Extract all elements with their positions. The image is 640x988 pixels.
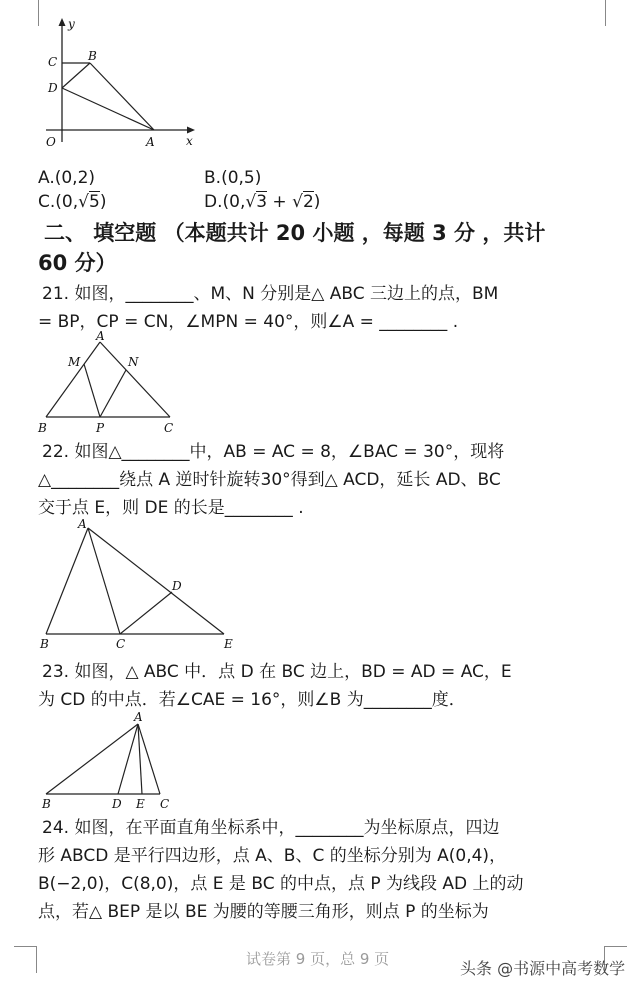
option-c-radicand: 5 bbox=[88, 192, 100, 212]
q22-line2: △________绕点 A 逆时针旋转30°得到△ ACD，延长 AD、BC bbox=[38, 470, 501, 490]
label-E: E bbox=[136, 797, 145, 811]
segment-AB bbox=[46, 342, 100, 417]
segment-BA bbox=[90, 63, 154, 130]
section-heading-line2: 60 分） bbox=[38, 251, 117, 275]
label-C: C bbox=[160, 797, 170, 811]
option-c bbox=[38, 191, 106, 213]
label-O: O bbox=[46, 135, 56, 149]
label-C: C bbox=[48, 55, 58, 69]
label-M: M bbox=[68, 355, 81, 369]
label-C: C bbox=[164, 421, 174, 435]
q22-line3: 交于点 E，则 DE 的长是________ . bbox=[38, 498, 304, 518]
segment-AC bbox=[88, 528, 120, 634]
label-A: A bbox=[134, 710, 143, 724]
q21-line2: = BP，CP = CN，∠MPN = 40°，则∠A = ________ . bbox=[38, 312, 459, 332]
label-A: A bbox=[78, 517, 87, 531]
sqrt-symbol: √ bbox=[292, 192, 303, 212]
segment-AD bbox=[118, 724, 138, 794]
watermark: 头条 @书源中高考数学 bbox=[460, 959, 626, 978]
label-P: P bbox=[96, 421, 105, 435]
label-D: D bbox=[112, 797, 122, 811]
option-d-prefix: D.(0, bbox=[204, 192, 246, 212]
option-d bbox=[204, 191, 320, 213]
label-N: N bbox=[128, 355, 139, 369]
q24-line2: 形 ABCD 是平行四边形，点 A、B、C 的坐标分别为 A(0,4)， bbox=[38, 846, 507, 866]
option-c-suffix: ) bbox=[99, 192, 107, 212]
crop-mark-bottom-left bbox=[14, 946, 37, 973]
segment-AB bbox=[46, 724, 138, 794]
label-E: E bbox=[224, 637, 233, 651]
label-D: D bbox=[172, 579, 182, 593]
figure-q22-triangle bbox=[36, 516, 246, 652]
q24-line1: 24. 如图，在平面直角坐标系中，________为坐标原点，四边 bbox=[42, 818, 500, 838]
q23-line2: 为 CD 的中点．若∠CAE = 16°，则∠B 为________度． bbox=[38, 690, 466, 710]
page-footer: 试卷第 9 页，总 9 页 bbox=[246, 950, 390, 968]
label-B: B bbox=[42, 797, 51, 811]
option-d-radicand-2: 2 bbox=[302, 192, 314, 212]
option-d-plus: + bbox=[267, 192, 293, 212]
option-d-suffix: ) bbox=[313, 192, 321, 212]
label-x: x bbox=[186, 134, 193, 148]
q24-line4: 点，若△ BEP 是以 BE 为腰的等腰三角形，则点 P 的坐标为 bbox=[38, 902, 489, 922]
figure-coordinate-system bbox=[36, 14, 206, 156]
option-d-radicand-1: 3 bbox=[256, 192, 268, 212]
label-A: A bbox=[146, 135, 155, 149]
label-B: B bbox=[40, 637, 49, 651]
label-C: C bbox=[116, 637, 126, 651]
q23-line1: 23. 如图，△ ABC 中．点 D 在 BC 边上，BD = AD = AC，E bbox=[42, 662, 512, 682]
segment-AE bbox=[88, 528, 224, 634]
label-B: B bbox=[88, 49, 97, 63]
y-axis-arrow bbox=[59, 18, 66, 26]
crop-mark-top-right bbox=[605, 0, 606, 26]
label-A: A bbox=[96, 330, 105, 343]
segment-CD bbox=[120, 592, 172, 634]
segment-NP bbox=[100, 370, 126, 417]
segment-AB bbox=[46, 528, 88, 634]
x-axis-arrow bbox=[187, 127, 195, 134]
segment-AC bbox=[100, 342, 170, 417]
sqrt-symbol: √ bbox=[78, 192, 89, 212]
option-a: A.(0,2) bbox=[38, 168, 96, 188]
segment-DA bbox=[62, 88, 154, 130]
segment-DB bbox=[62, 63, 90, 88]
label-y: y bbox=[68, 17, 75, 31]
figure-q23-triangle bbox=[36, 706, 186, 812]
option-c-prefix: C.(0, bbox=[38, 192, 79, 212]
option-b: B.(0,5) bbox=[204, 168, 262, 188]
label-D: D bbox=[48, 81, 58, 95]
sqrt-symbol: √ bbox=[245, 192, 257, 212]
section-heading-line1: 二、 填空题 （本题共计 20 小题 ，每题 3 分 ，共计 bbox=[44, 221, 546, 245]
q22-line1: 22. 如图△________中，AB = AC = 8，∠BAC = 30°，现将 bbox=[42, 442, 505, 462]
q21-line1: 21. 如图，________、M、N 分别是△ ABC 三边上的点，BM bbox=[42, 284, 499, 304]
segment-MP bbox=[84, 364, 100, 417]
figure-q21-triangle bbox=[36, 330, 186, 436]
label-B: B bbox=[38, 421, 47, 435]
q24-line3: B(−2,0)，C(8,0)，点 E 是 BC 的中点，点 P 为线段 AD 上的动 bbox=[38, 874, 524, 894]
